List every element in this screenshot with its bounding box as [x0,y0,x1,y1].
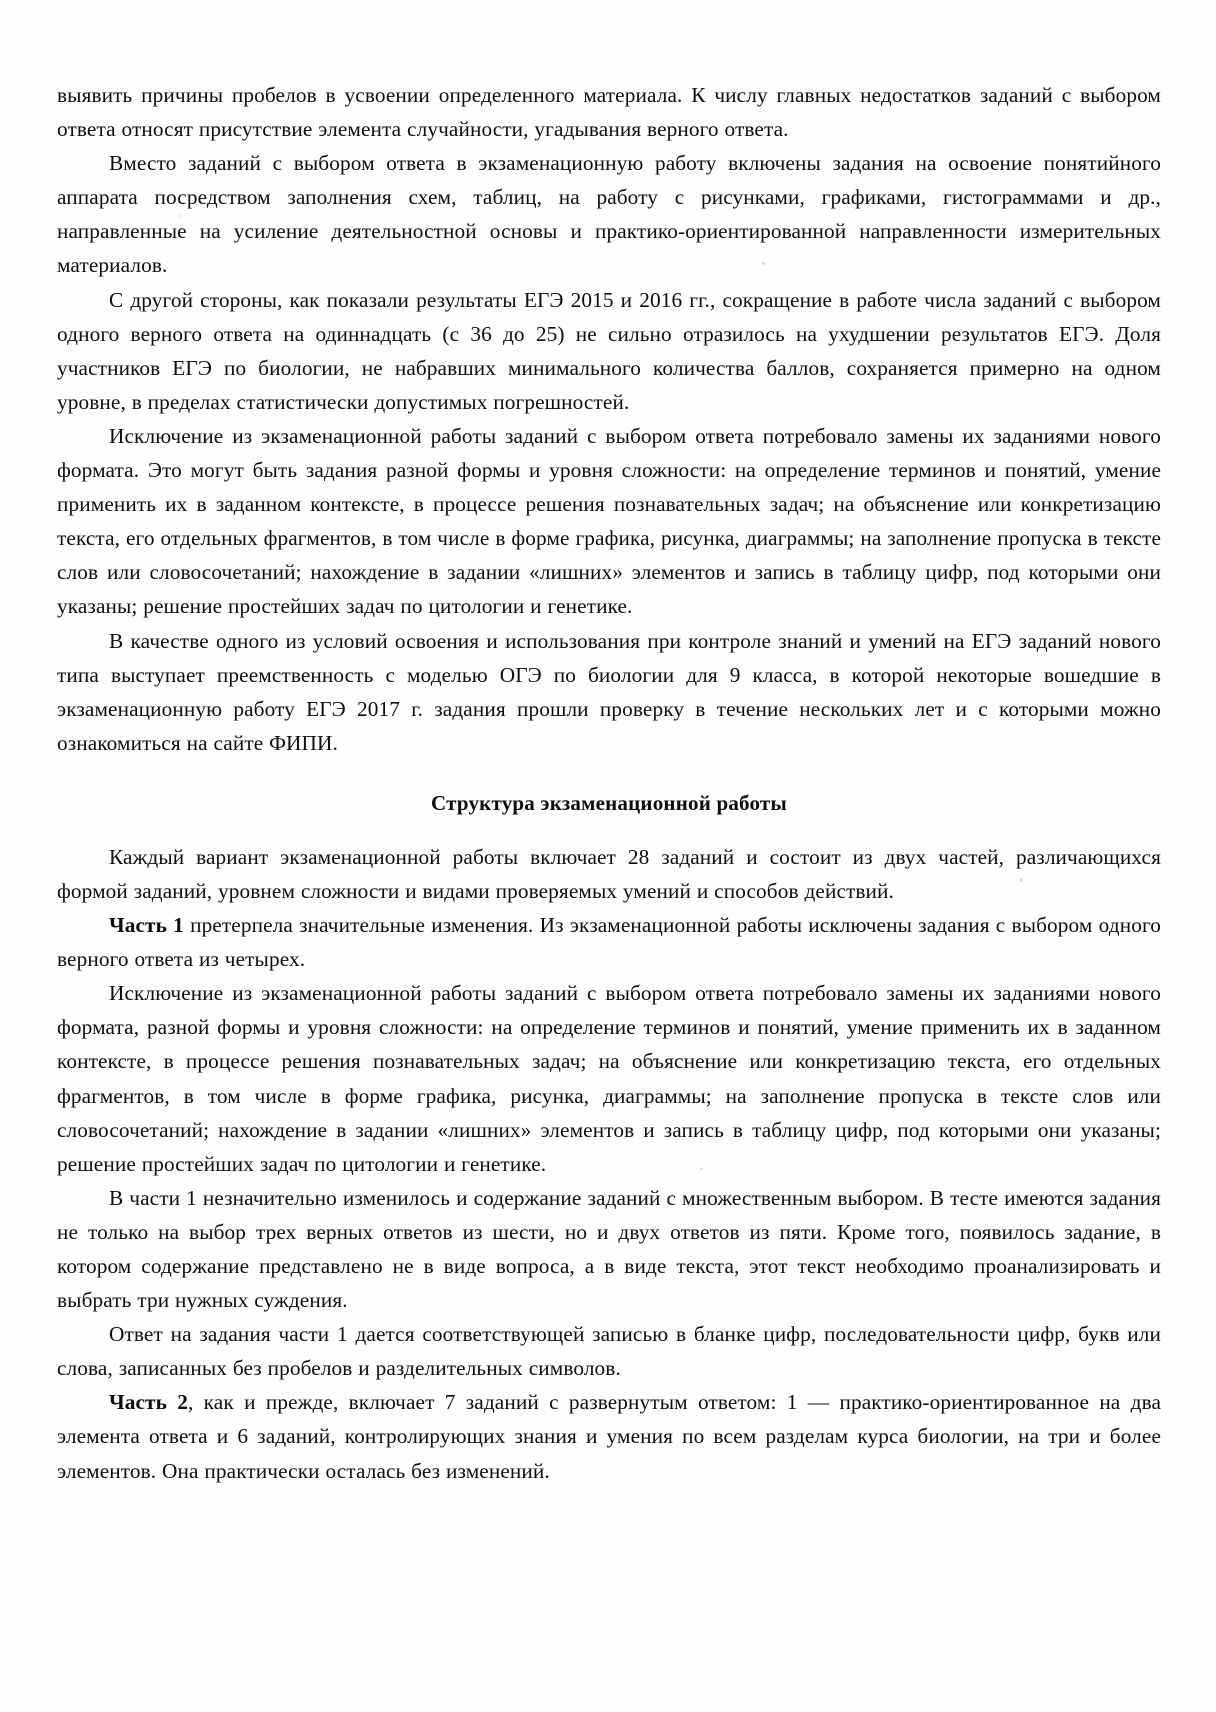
paragraph: выявить причины пробелов в усвоении определенного материала. К числу главных недостатков заданий с выбором ответа относят присутствие элемента случайности, угадывания верного ответа. [57,83,1161,142]
scan-speck [180,215,182,217]
paragraph: С другой стороны, как показали результаты ЕГЭ 2015 и 2016 гг., сокращение в работе числа заданий с выбором одного верного ответа на одиннадцать (с 36 до 25) не сильно отразилось на ухудшении результатов ЕГЭ. Доля участников ЕГЭ по биологии, не набравших минимального количества баллов, сохраняется примерно на одном уровне, в пределах статистически допустимых погрешностей. [57,287,1161,414]
section-heading: Структура экзаменационной работы [431,790,787,815]
paragraph: Исключение из экзаменационной работы заданий с выбором ответа потребовало замены их заданиями нового формата. Это могут быть задания разной формы и уровня сложности: на определение терминов и понятий, умение применить их в заданном контексте, в процессе решения познавательных задач; на объяснение или конкретизацию текста, его отдельных фрагментов, в том числе в форме графика, рисунка, диаграммы; на заполнение пропуска в тексте слов или словосочетаний; нахождение в задании «лишних» элементов и запись в таблицу цифр, под которыми они указаны; решение простейших задач по цитологии и генетике. [57,423,1161,619]
scan-speck [700,1168,703,1170]
document-body [57,78,1161,1488]
paragraph: Вместо заданий с выбором ответа в экзаменационную работу включены задания на освоение понятийного аппарата посредством заполнения схем, таблиц, на работу с рисунками, графиками, гистограммами и др., направленные на усиление деятельностной основы и практико-ориентированной направленности измерительных материалов. [57,151,1161,278]
paragraph-text: претерпела значительные изменения. Из экзаменационной работы исключены задания с выбором одного верного ответа из четырех. [57,913,1162,972]
paragraph: Исключение из экзаменационной работы заданий с выбором ответа потребовало замены их заданиями нового формата, разной формы и уровня сложности: на определение терминов и понятий, умение применить их в заданном контексте, в процессе решения познавательных задач; на объяснение или конкретизацию текста, его отдельных фрагментов, в том числе в форме графика, рисунка, диаграммы; на заполнение пропуска в тексте слов или словосочетаний; нахождение в задании «лишних» элементов и запись в таблицу цифр, под которыми они указаны; решение простейших задач по цитологии и генетике. [57,981,1161,1176]
paragraph-text: , как и прежде, включает 7 заданий с развернутым ответом: 1 — практико-ориентированное на два элемента ответа и 6 заданий, контролирующих знания и умения по всем разделам курса биологии, на три и более элементов. Она практически осталась без изменений. [57,1390,1161,1483]
scan-speck [762,262,765,265]
paragraph [57,908,1161,976]
scan-speck [1020,878,1023,882]
paragraph-lead-label: Часть 2 [109,1390,188,1415]
paragraph [57,1385,1161,1487]
paragraph: В части 1 незначительно изменилось и содержание заданий с множественным выбором. В тесте имеются задания не только на выбор трех верных ответов из шести, но и двух ответов из пяти. Кроме того, появилось задание, в котором содержание представлено не в виде вопроса, а в виде текста, этот текст необходимо проанализировать и выбрать три нужных суждения. [57,1185,1161,1313]
paragraph: Каждый вариант экзаменационной работы включает 28 заданий и состоит из двух частей, различающихся формой заданий, уровнем сложности и видами проверяемых умений и способов действий. [57,844,1161,903]
paragraph-lead-label: Часть 1 [109,913,184,938]
paragraph: Ответ на задания части 1 дается соответствующей записью в бланке цифр, последовательности цифр, букв или слова, записанных без пробелов и разделительных символов. [57,1322,1161,1381]
paragraph: В качестве одного из условий освоения и использования при контроле знаний и умений на ЕГЭ заданий нового типа выступает преемственность с моделью ОГЭ по биологии для 9 класса, в которой некоторые вошедшие в экзаменационную работу ЕГЭ 2017 г. задания прошли проверку в течение нескольких лет и с которыми можно ознакомиться на сайте ФИПИ. [57,628,1161,755]
